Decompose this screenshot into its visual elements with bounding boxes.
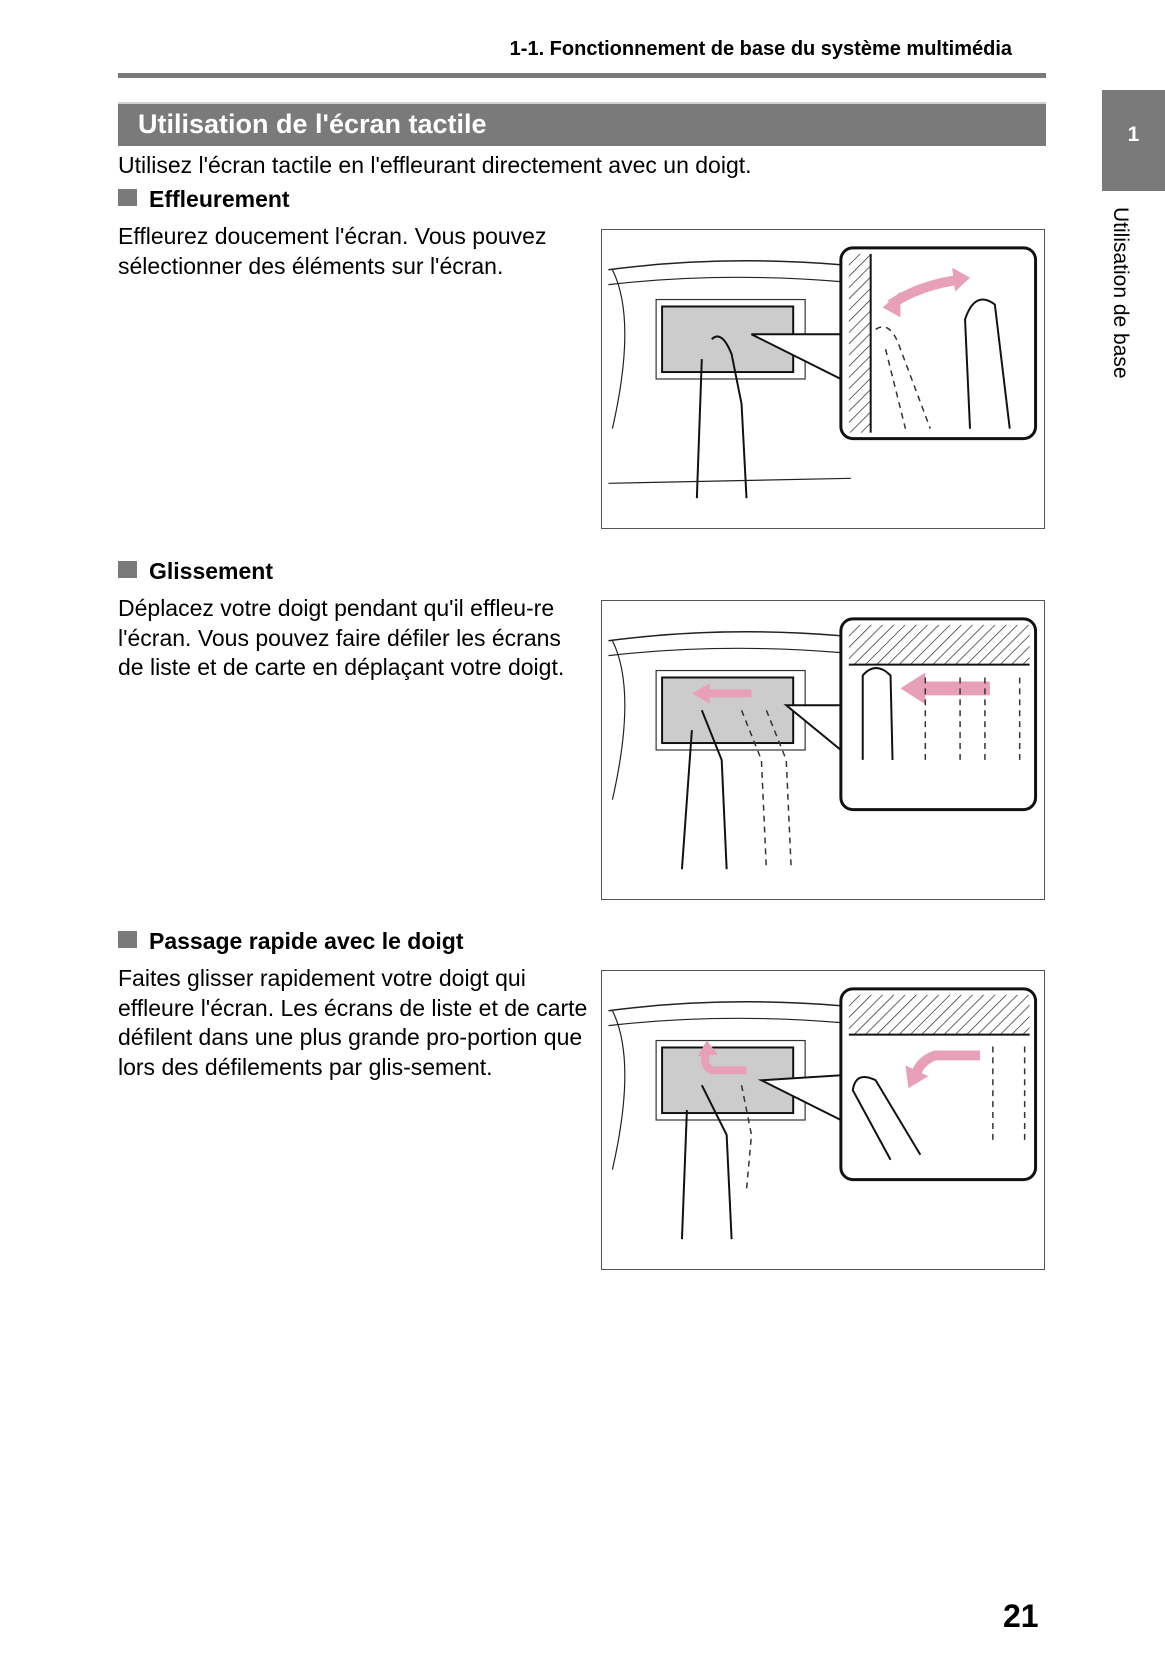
square-bullet-icon [118, 561, 137, 578]
section-body-passage-rapide: Faites glisser rapidement votre doigt qui effleure l'écran. Les écrans de liste et de carte défilent dans une plus grande pro-portion que lors des défilements par glis-sement. [118, 965, 588, 1080]
intro-text: Utilisez l'écran tactile en l'effleurant directement avec un doigt. [118, 152, 752, 178]
square-bullet-icon [118, 189, 137, 206]
chapter-tab [1102, 90, 1165, 191]
section-heading-passage-rapide [118, 928, 463, 955]
flick-illustration-icon [602, 971, 1044, 1269]
flick-gesture-illustration [601, 970, 1045, 1270]
section-body-effleurement: Effleurez doucement l'écran. Vous pouvez sélectionner des éléments sur l'écran. [118, 223, 547, 279]
section-heading-glissement [118, 558, 273, 585]
section-heading-label: Glissement [149, 558, 273, 584]
tap-gesture-illustration [601, 229, 1045, 529]
page-title-bar [118, 102, 1046, 146]
drag-gesture-illustration [601, 600, 1045, 900]
chapter-label: Utilisation de base [1109, 207, 1132, 379]
chapter-number: 1 [1127, 123, 1140, 146]
page-title: Utilisation de l'écran tactile [138, 109, 487, 139]
section-heading-label: Effleurement [149, 186, 290, 212]
section-body-glissement: Déplacez votre doigt pendant qu'il effleu-re l'écran. Vous pouvez faire défiler les écrans de liste et de carte en déplaçant votre doigt. [118, 595, 565, 680]
square-bullet-icon [118, 931, 137, 948]
section-heading-effleurement [118, 186, 290, 213]
running-header: 1-1. Fonctionnement de base du système multimédia [509, 38, 1012, 60]
section-heading-label: Passage rapide avec le doigt [149, 928, 464, 954]
drag-illustration-icon [602, 601, 1044, 899]
header-rule [118, 73, 1046, 78]
page-number: 21 [1003, 1598, 1039, 1634]
tap-illustration-icon [602, 230, 1044, 528]
